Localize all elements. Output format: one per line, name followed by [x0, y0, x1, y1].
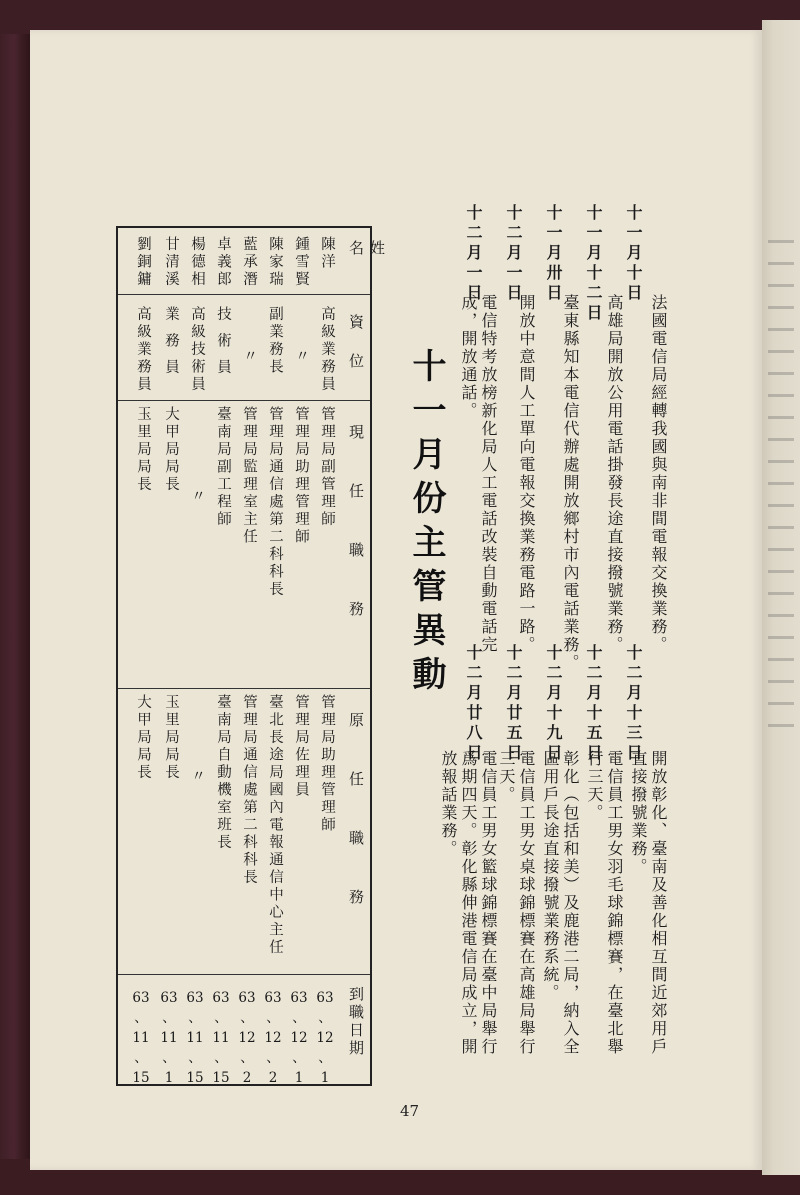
table-cell-current: 玉里局局長 [135, 406, 151, 494]
event-text: 高雄局開放公用電話掛發長途直接撥號業務。 [605, 294, 624, 654]
table-cell-date: 63 、 12 、 2 [238, 990, 256, 1086]
book-cover-top [0, 0, 800, 34]
document-page [30, 30, 762, 1170]
table-cell-current: 管理局助理管理師 [293, 406, 309, 546]
table-cell-previous: 臺北長途局國內電報通信中心主任 [267, 694, 283, 957]
table-cell-previous: 管理局助理管理師 [319, 694, 335, 834]
table-cell-name: 甘清溪 [163, 236, 179, 289]
header-name: 姓名 [347, 240, 386, 267]
table-cell-rank: 高級技術員 [189, 306, 205, 394]
table-cell-date: 63 、 12 、 2 [264, 990, 282, 1086]
table-cell-date: 63 、 12 、 1 [316, 990, 334, 1086]
table-cell-previous: 管理局通信處第二科科長 [241, 694, 257, 887]
table-cell-name: 劉銅鏞 [135, 236, 151, 289]
event-text: 電信員工男女羽毛球錦標賽，在臺北舉行三天。 [585, 750, 624, 1056]
adjacent-page-text-shadow [768, 240, 794, 740]
table-cell-previous: 玉里局局長 [163, 694, 179, 782]
table-cell-rank: 〃 [241, 348, 257, 366]
table-cell-name: 陳家瑞 [267, 236, 283, 289]
event-date: 十二月廿五日 [504, 644, 523, 764]
table-cell-name: 陳洋 [319, 236, 335, 271]
table-cell-rank: 業務員 [163, 306, 179, 386]
header-previous-post: 原任職務 [347, 712, 365, 948]
header-start-date: 到職日期 [347, 986, 365, 1058]
table-cell-current: 管理局副管理師 [319, 406, 335, 529]
header-current-post: 現任職務 [347, 424, 365, 660]
table-cell-previous: 臺南局自動機室班長 [215, 694, 231, 852]
event-text: 電信特考放榜新化局人工電話改裝自動電話完成，開放通話。 [459, 294, 498, 654]
table-cell-current: 大甲局局長 [163, 406, 179, 494]
table-cell-rank: 〃 [293, 348, 309, 366]
adjacent-page-edge [762, 20, 800, 1175]
event-text: 臺東縣知本電信代辦處開放鄉村市內電話業務。 [561, 294, 580, 672]
section-title: 十一月份主管異動 [406, 348, 446, 700]
event-text: 電信員工男女籃球錦標賽在臺中局舉行爲期四天。彰化縣伸港電信局成立，開放報話業務。 [439, 750, 498, 1056]
table-rule [118, 688, 370, 689]
table-cell-current: 臺南局副工程師 [215, 406, 231, 529]
table-cell-previous: 大甲局局長 [135, 694, 151, 782]
event-date: 十一月十二日 [584, 204, 603, 324]
event-date: 十二月一日 [504, 204, 523, 304]
header-rank: 資位 [347, 314, 365, 392]
table-cell-date: 63 、 11 、 15 [212, 990, 230, 1086]
event-text: 電信員工男女桌球錦標賽在高雄局舉行三天。 [497, 750, 536, 1056]
table-cell-date: 63 、 11 、 1 [160, 990, 178, 1086]
event-date: 十二月廿八日 [464, 644, 483, 764]
table-cell-rank: 技術員 [215, 306, 231, 386]
event-date: 十一月十日 [624, 204, 643, 304]
table-cell-name: 卓義郎 [215, 236, 231, 289]
table-cell-rank: 高級業務員 [135, 306, 151, 394]
event-date: 十二月十九日 [544, 644, 563, 764]
event-date: 十二月十三日 [624, 644, 643, 764]
table-cell-previous: 管理局佐理員 [293, 694, 309, 799]
table-cell-name: 藍承潛 [241, 236, 257, 289]
event-date: 十二月十五日 [584, 644, 603, 764]
table-rule [118, 294, 370, 295]
table-rule [118, 400, 370, 401]
personnel-change-table [116, 226, 386, 1086]
event-text: 開放中意間人工單向電報交換業務電路一路。 [517, 294, 536, 654]
event-text: 彰化（包括和美）及鹿港二局，納入全區用戶長途直接撥號業務系統。 [541, 750, 580, 1056]
table-cell-current: 管理局監理室主任 [241, 406, 257, 546]
table-cell-rank: 高級業務員 [319, 306, 335, 394]
table-cell-name: 鍾雪賢 [293, 236, 309, 289]
table-cell-date: 63 、 11 、 15 [132, 990, 150, 1086]
table-cell-date: 63 、 11 、 15 [186, 990, 204, 1086]
event-text: 開放彰化、臺南及善化相互間近郊用戶直接撥號業務。 [629, 750, 668, 1056]
table-cell-date: 63 、 12 、 1 [290, 990, 308, 1086]
table-cell-name: 楊德相 [189, 236, 205, 289]
table-cell-current: 〃 [189, 488, 205, 506]
table-cell-rank: 副業務長 [267, 306, 283, 376]
event-date: 十二月一日 [464, 204, 483, 304]
table-rule [118, 974, 370, 975]
page-number: 47 [400, 1102, 420, 1120]
event-date: 十一月卅日 [544, 204, 563, 304]
event-text: 法國電信局經轉我國與南非間電報交換業務。 [649, 294, 668, 654]
table-cell-current: 管理局通信處第二科科長 [267, 406, 283, 599]
table-cell-previous: 〃 [189, 768, 205, 786]
